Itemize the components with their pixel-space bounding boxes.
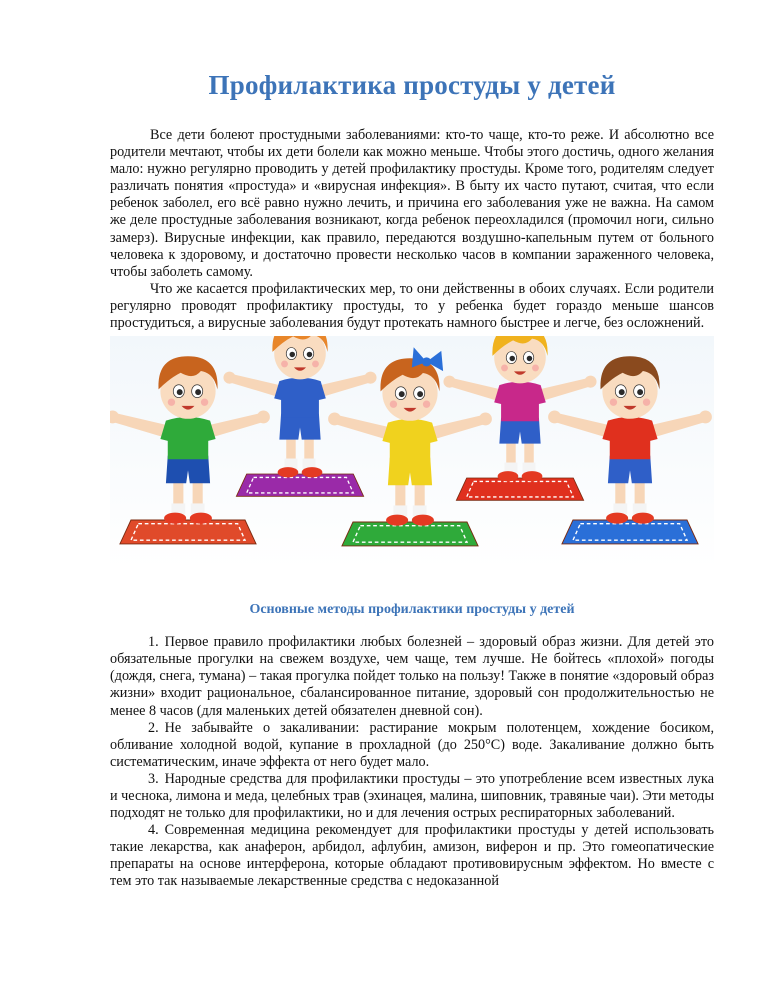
intro-paragraph-2: Что же касается профилактических мер, то они действенны в обоих случаях. Если родители регулярно проводят профилактику простуды, то у ребенка будет гораздо меньше шансов простудиться, а вирусные заболевания будут протекать намного быстрее и легче, без осложнений. (110, 280, 714, 332)
methods-list (110, 634, 714, 890)
intro-paragraph-1: Все дети болеют простудными заболеваниями: кто-то чаще, кто-то реже. И абсолютно все родители мечтают, чтобы их дети болели как можно меньше. Чтобы этого достичь, одного желания мало: нужно регулярно проводить у детей профилактику простуды. Кроме того, родителям следует различать понятия «простуда» и «вирусная инфекция». В быту их часто путают, считая, что если ребенок заболел, его всё равно нужно лечить, и причина его заболевания уже не важна. На самом же деле простудные заболевания возникают, когда ребенок переохладился (промочил ноги, сильно замерз). Вирусные инфекции, как правило, передаются воздушно-капельным путем от больного человека к здоровому, и достаточно провести несколько часов в компании зараженного человека, чтобы заболеть самому. (110, 127, 714, 280)
children-exercising-illustration (110, 336, 714, 568)
list-item: 4. Современная медицина рекомендует для профилактики простуды у детей использовать такие лекарства, как анаферон, арбидол, афлубин, амизон, виферон и пр. Это гомеопатические препараты на основе интерферона, которые обладают противовирусным эффектом. Но вместе с тем это так называемые лекарственные средства с недоказанной (110, 822, 714, 890)
document-page (110, 60, 714, 891)
list-item: 2. Не забывайте о закаливании: растирание мокрым полотенцем, хождение босиком, обливание холодной водой, купание в прохладной (до 250°C) воде. Закаливание должно быть систематическим, иначе эффекта от него будет мало. (110, 719, 714, 770)
list-item: 3. Народные средства для профилактики простуды – это употребление всем известных лука и чеснока, лимона и меда, целебных трав (эхинацея, малина, шиповник, травяные чаи). Эти методы подходят не только для профилактики, но и для лечения острых респираторных заболеваний. (110, 770, 714, 822)
methods-heading: Основные методы профилактики простуды у детей (249, 602, 575, 618)
list-item: 1. Первое правило профилактики любых болезней – здоровый образ жизни. Для детей это обязательные прогулки на свежем воздухе, чем чаще, тем лучше. Не бойтесь «плохой» погоды (дождя, снега, тумана) – такая прогулка пойдет только на пользу! Также в понятие «здоровый образ жизни» входит рациональное, сбалансированное питание, здоровый сон продолжительностью не менее 8 часов (для маленьких детей обязателен дневной сон). (110, 634, 714, 719)
page-title: Профилактика простуды у детей (208, 70, 616, 100)
